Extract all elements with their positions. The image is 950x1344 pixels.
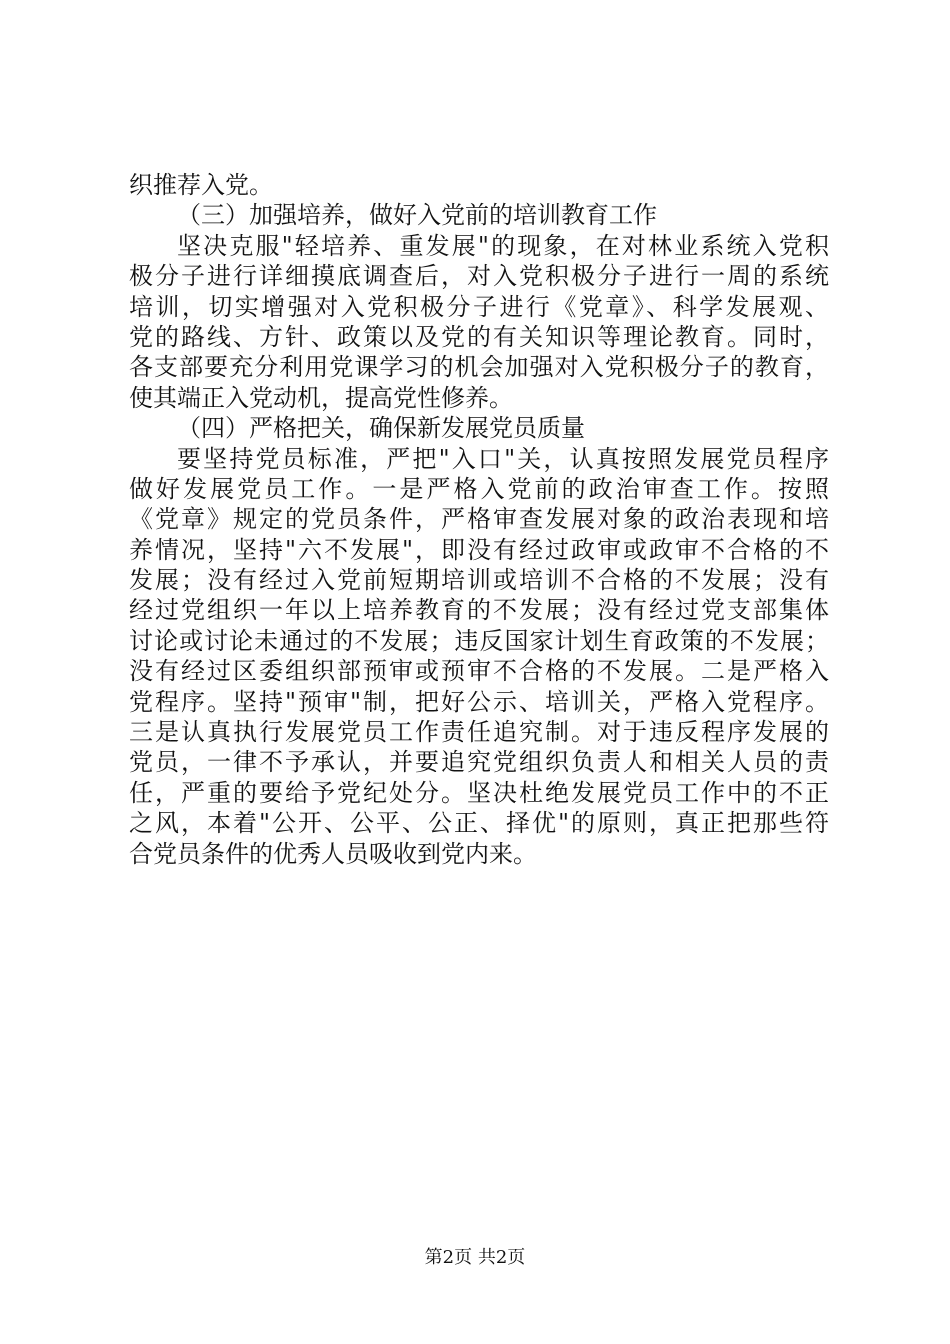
page-footer: 第2页 共2页 xyxy=(424,1247,526,1268)
text-line: 各支部要充分利用党课学习的机会加强对入党积极分子的教育， xyxy=(129,353,829,382)
text-line: 之风，本着"公开、公平、公正、择优"的原则，真正把那些符 xyxy=(129,809,829,838)
text-line: 发展；没有经过入党前短期培训或培训不合格的不发展；没有 xyxy=(129,566,829,595)
text-line: 养情况，坚持"六不发展"，即没有经过政审或政审不合格的不 xyxy=(129,535,829,564)
text-line: （四）严格把关，确保新发展党员质量 xyxy=(177,414,585,443)
text-line: 讨论或讨论未通过的不发展；违反国家计划生育政策的不发展； xyxy=(129,626,829,655)
text-line: 党员，一律不予承认，并要追究党组织负责人和相关人员的责 xyxy=(129,748,829,777)
text-line: 做好发展党员工作。一是严格入党前的政治审查工作。按照 xyxy=(129,474,829,503)
text-line: 三是认真执行发展党员工作责任追究制。对于违反程序发展的 xyxy=(129,718,829,747)
text-line: 织推荐入党。 xyxy=(129,171,273,199)
text-line: 没有经过区委组织部预审或预审不合格的不发展。二是严格入 xyxy=(129,657,829,686)
text-line: 使其端正入党动机，提高党性修养。 xyxy=(129,383,513,412)
text-line: 党的路线、方针、政策以及党的有关知识等理论教育。同时， xyxy=(129,322,829,351)
text-line: （三）加强培养，做好入党前的培训教育工作 xyxy=(177,201,657,230)
text-line: 经过党组织一年以上培养教育的不发展；没有经过党支部集体 xyxy=(129,596,829,625)
text-line: 要坚持党员标准，严把"入口"关，认真按照发展党员程序 xyxy=(177,444,829,473)
text-line: 党程序。坚持"预审"制，把好公示、培训关，严格入党程序。 xyxy=(129,687,829,716)
text-line: 培训，切实增强对入党积极分子进行《党章》、科学发展观、 xyxy=(129,292,829,321)
text-line: 合党员条件的优秀人员吸收到党内来。 xyxy=(129,839,537,868)
text-line: 任，严重的要给予党纪处分。坚决杜绝发展党员工作中的不正 xyxy=(129,778,829,807)
text-line: 坚决克服"轻培养、重发展"的现象，在对林业系统入党积 xyxy=(177,231,829,260)
document-body xyxy=(129,170,829,869)
text-line: 《党章》规定的党员条件，严格审查发展对象的政治表现和培 xyxy=(129,505,829,534)
text-line: 极分子进行详细摸底调查后，对入党积极分子进行一周的系统 xyxy=(129,262,829,291)
